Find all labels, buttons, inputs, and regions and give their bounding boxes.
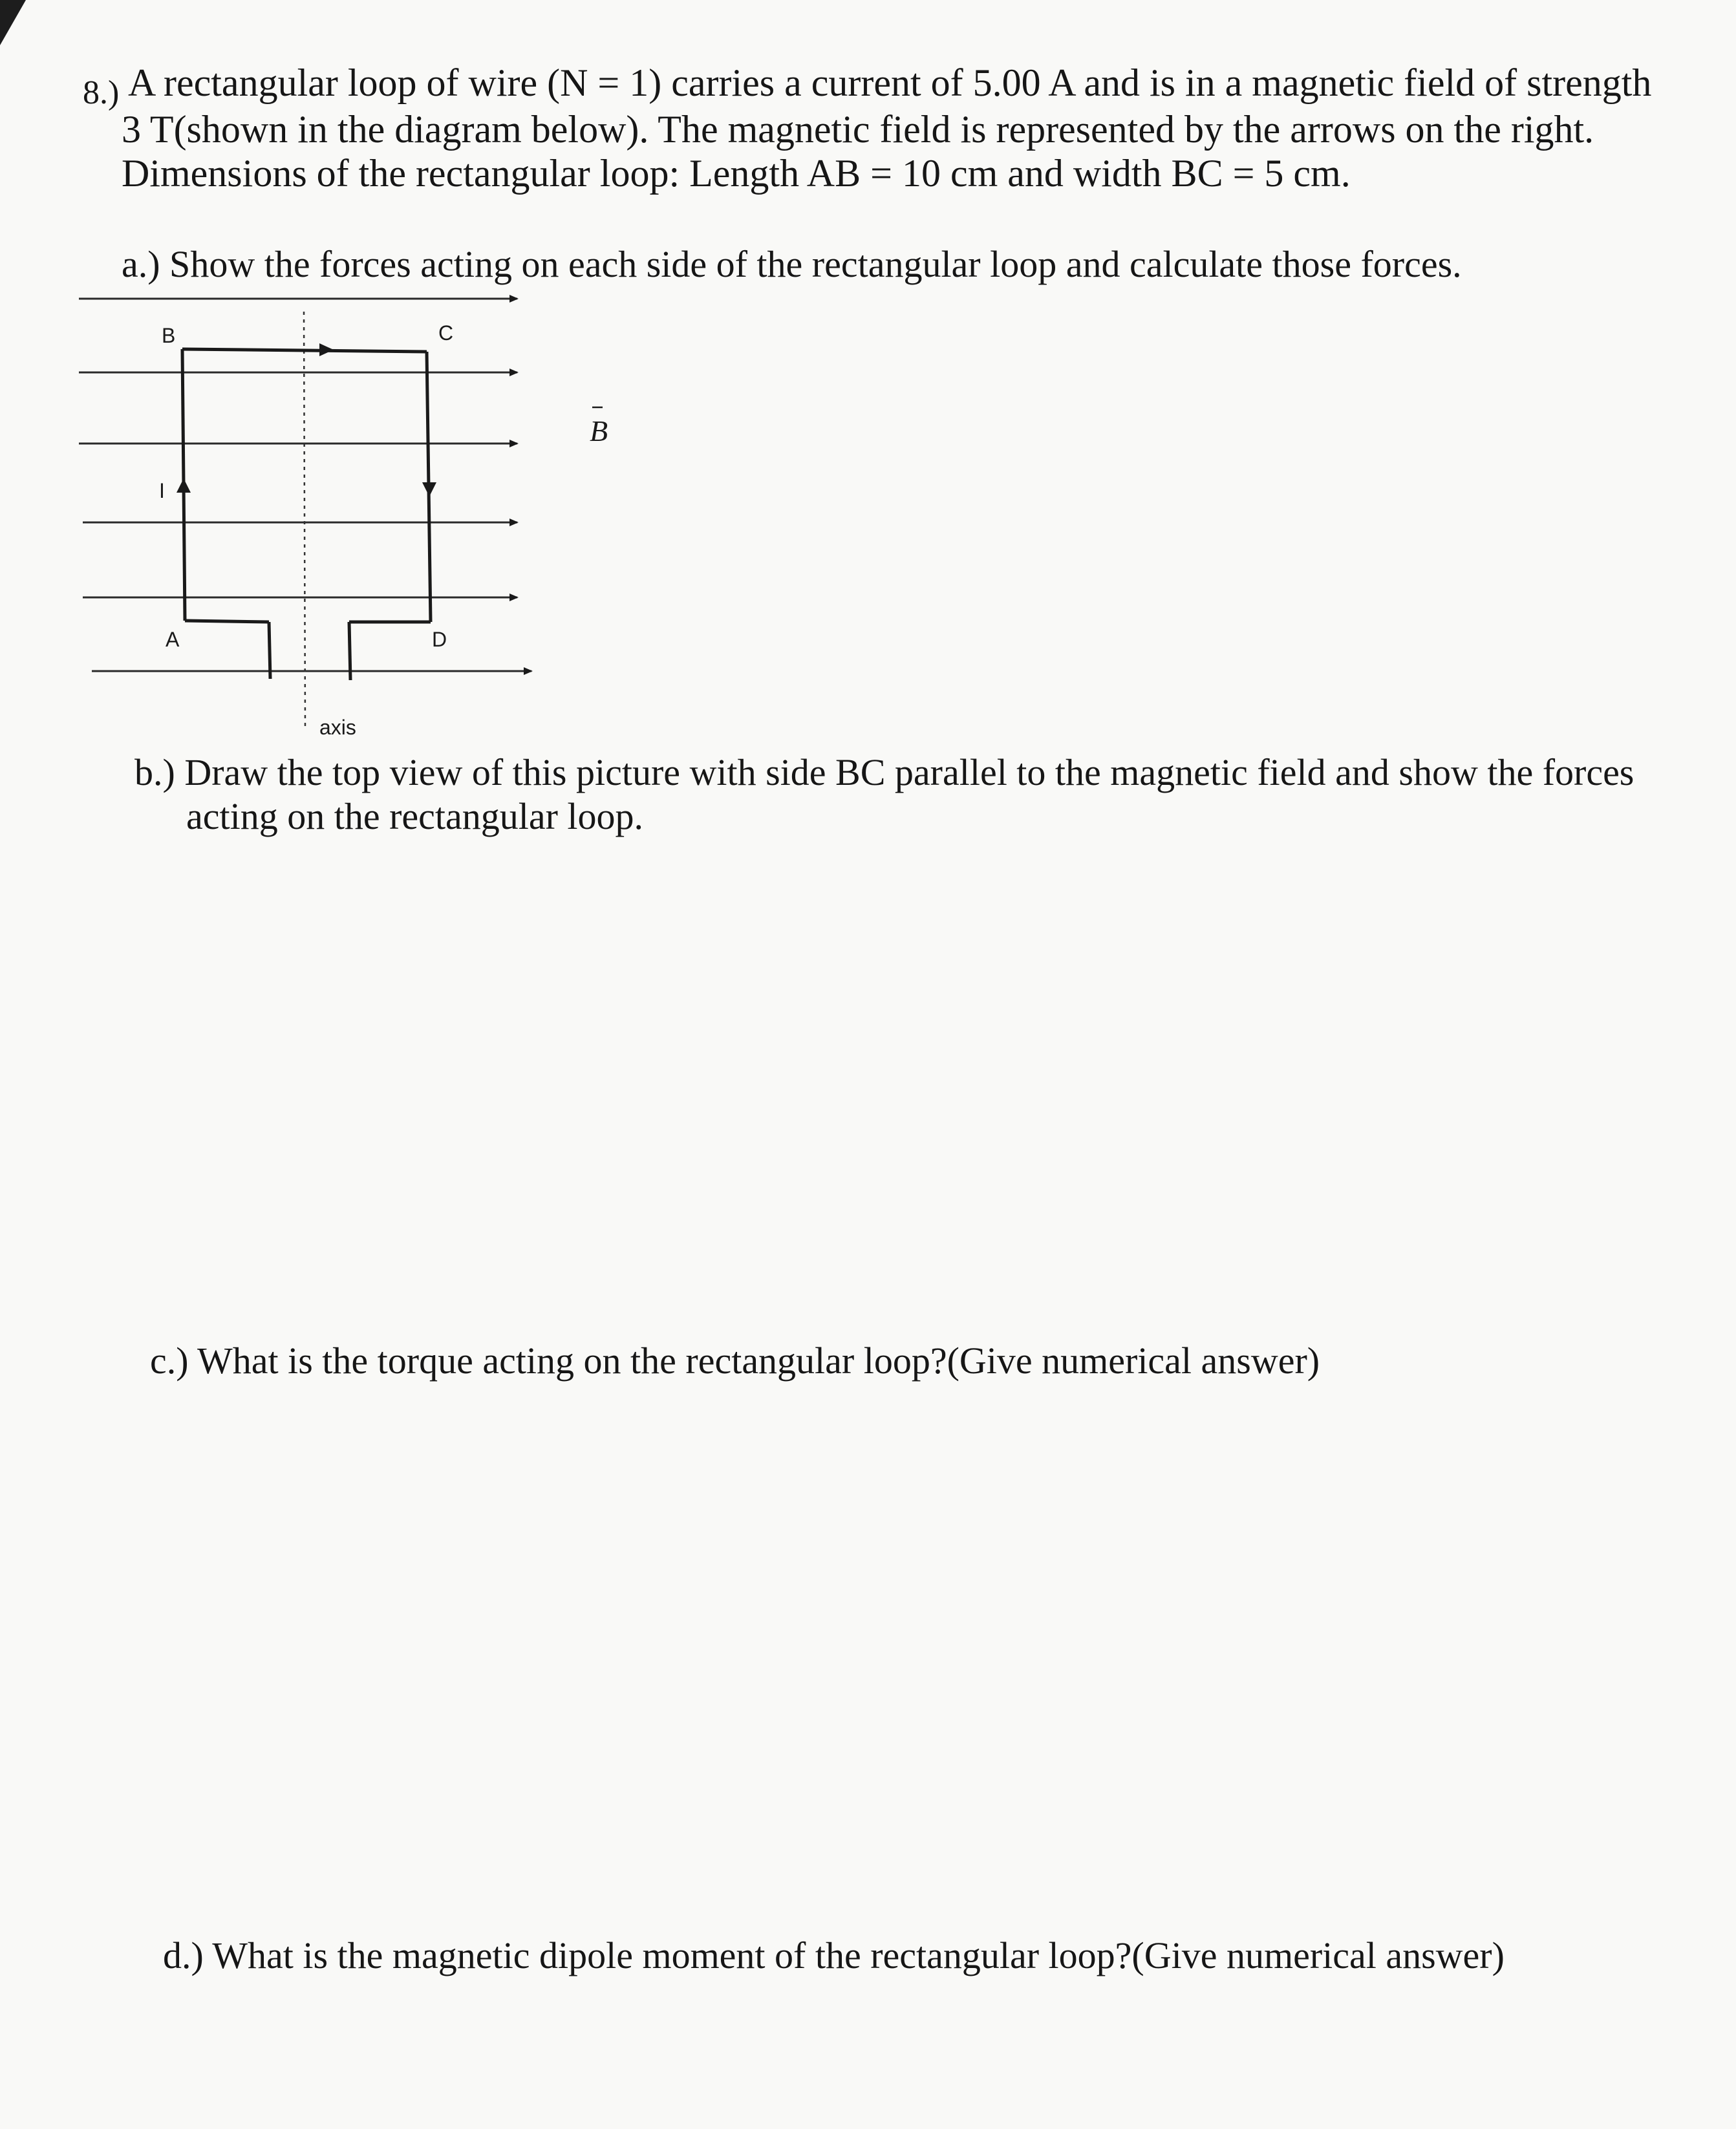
label-b: B bbox=[162, 324, 176, 347]
question-line-2: 3 T(shown in the diagram below). The magnetic field is represented by the arrows on the right. bbox=[122, 108, 1594, 151]
rectangular-loop bbox=[182, 349, 431, 680]
rotation-axis bbox=[304, 312, 305, 731]
side-bc bbox=[182, 349, 427, 352]
label-axis: axis bbox=[319, 716, 356, 739]
question-line-3: Dimensions of the rectangular loop: Length AB = 10 cm and width BC = 5 cm. bbox=[122, 152, 1351, 195]
part-d-prompt: d.) What is the magnetic dipole moment of the rectangular loop?(Give numerical answer) bbox=[163, 1934, 1505, 1976]
question-number: 8.) bbox=[83, 74, 120, 111]
part-b-prompt-line-2: acting on the rectangular loop. bbox=[186, 795, 644, 837]
part-a-prompt: a.) Show the forces acting on each side of the rectangular loop and calculate those forces. bbox=[122, 243, 1462, 285]
lead-left-down bbox=[269, 622, 270, 679]
current-arrow-up bbox=[177, 478, 191, 493]
part-b-answer-space[interactable] bbox=[134, 853, 1622, 1319]
label-field: B bbox=[590, 414, 608, 447]
part-d-answer-space[interactable] bbox=[163, 1991, 1650, 2114]
page-corner-shadow bbox=[0, 0, 26, 45]
question-line-1: A rectangular loop of wire (N = 1) carries a current of 5.00 A and is in a magnetic field of strength bbox=[128, 61, 1652, 104]
lead-right-down bbox=[349, 622, 350, 680]
part-c-answer-space[interactable] bbox=[150, 1396, 1637, 1914]
label-d: D bbox=[432, 628, 447, 651]
part-b-prompt-line-1: b.) Draw the top view of this picture with side BC parallel to the magnetic field and show the forces bbox=[134, 751, 1634, 793]
part-c-prompt: c.) What is the torque acting on the rectangular loop?(Give numerical answer) bbox=[150, 1340, 1320, 1382]
current-arrow-right bbox=[319, 343, 334, 356]
current-arrows bbox=[177, 343, 436, 497]
loop-field-diagram bbox=[65, 284, 647, 750]
label-a: A bbox=[166, 628, 180, 651]
label-current: I bbox=[159, 479, 165, 502]
current-arrow-down bbox=[422, 482, 436, 497]
label-c: C bbox=[438, 321, 454, 345]
lead-left bbox=[185, 621, 269, 622]
